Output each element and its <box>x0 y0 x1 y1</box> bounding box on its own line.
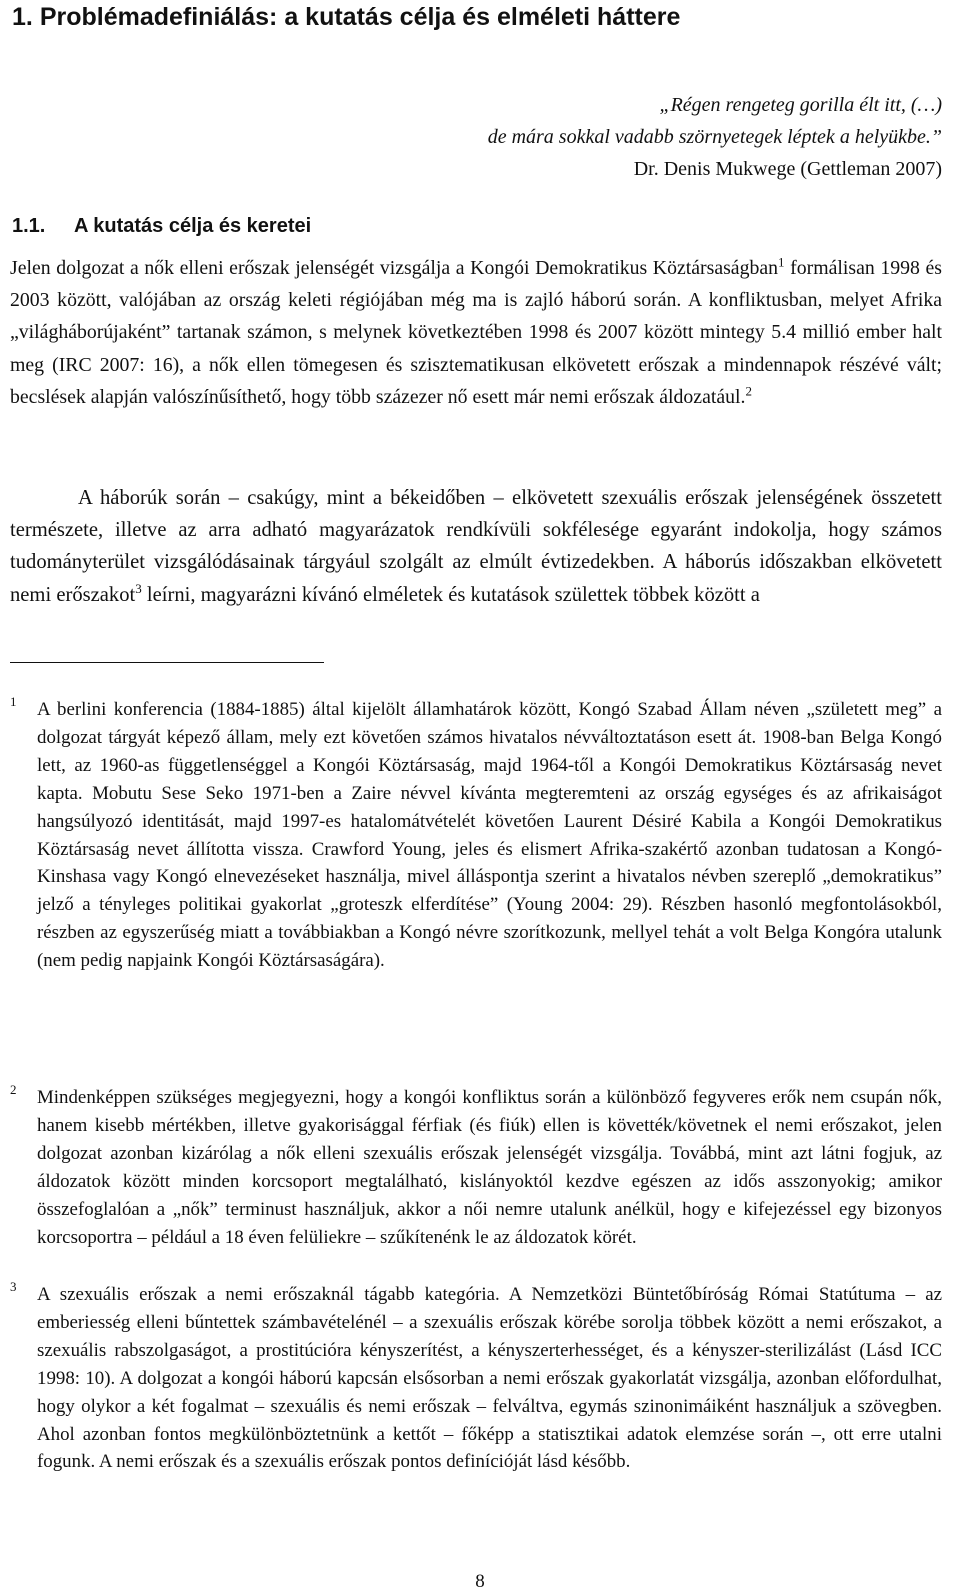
paragraph-1-text-b: formálisan 1998 és 2003 között, valójában az ország keleti régiójában még ma is zajló háború során. A konfliktusban, melyet Afrika „világháborújaként” tartanak számon, s melynek következtében 1998 és 2007 között mintegy 5.4 millió ember halt meg (IRC 2007: 16), a nők ellen tömegesen és szisztematikusan elkövetett erőszak a mindennapok részévé vált; becslések alapján valószínűsíthető, hogy több százezer nő esett már nemi erőszak áldozatául. <box>10 257 942 408</box>
footnote-ref-2[interactable]: 2 <box>745 383 752 399</box>
footnote-ref-3[interactable]: 3 <box>135 580 142 596</box>
section-heading <box>12 209 311 243</box>
section-number: 1.1. <box>12 215 46 237</box>
section-title: A kutatás célja és keretei <box>74 215 312 237</box>
footnote-2-text: Mindenképpen szükséges megjegyezni, hogy a kongói konfliktus során a különböző fegyveres erők nem csupán nők, hanem kisebb mértékben, illetve gyakorisággal férfiak (és fiúk) ellen is követték/követnek el nemi erőszakot, jelen dolgozat azonban kizárólag a nők elleni szexuális erőszak jelenségét vizsgálja. Továbbá, mint azt látni fogjuk, az áldozatok között minden korcsoport megtalálható, kislányoktól kezdve egészen az idős asszonyokig; amikor összefoglalóan a „nők” terminust használjuk, akkor a női nemre utalunk anélkül, hogy e kifejezéssel egy bizonyos korcsoportra – például a 18 éven felüliekre – szűkítenénk le az áldozatok körét. <box>37 1087 942 1248</box>
footnote-1-text: A berlini konferencia (1884-1885) által kijelölt államhatárok között, Kongó Szabad Állam néven „született meg” a dolgozat tárgyát képező állam, mely ezt követően számos hivatalos névváltoztatáson esett át. 1908-ban Belga Kongó lett, az 1960-as függetlenséggel a Kongói Köztársaság, majd 1964-től a Kongói Demokratikus Köztársaság nevet kapta. Mobutu Sese Seko 1971-ben a Zaire névvel kívánta megteremteni az ország egységes és az afrikaiságot hangsúlyozó identitását, majd 1997-es hatalomátvételét követően Laurent Désiré Kabila a Kongói Demokratikus Köztársaság nevet állította vissza. Crawford Young, jeles és elismert Afrika-szakértő azonban tudatosan a Kongó-Kinshasa vagy Kongó elnevezéseket használja, mivel álláspontja szerint a hivatalos névben szereplő „demokratikus” jelző a tényleges politikai gyakorlat „groteszk elferdítése” (Young 2004: 29). Részben hasonló megfontolásokból, részben az egyszerűség miatt a továbbiakban a Kongó névre szorítkozunk, mellyel tehát a volt Belga Kongóra utalunk (nem pedig napjaink Kongói Köztársaságára). <box>37 699 942 972</box>
footnote-3 <box>10 1281 942 1476</box>
footnote-separator <box>10 662 324 663</box>
footnote-2-mark: 2 <box>10 1082 17 1097</box>
footnote-1-mark: 1 <box>10 694 17 709</box>
chapter-number: 1. <box>12 3 33 31</box>
body-paragraph-2 <box>10 482 942 611</box>
footnote-ref-1[interactable]: 1 <box>778 254 785 270</box>
epigraph-attribution: Dr. Denis Mukwege (Gettleman 2007) <box>633 158 942 180</box>
footnote-3-mark: 3 <box>10 1279 17 1294</box>
footnote-1 <box>10 696 942 975</box>
paragraph-2-text-a: A háborúk során – csakúgy, mint a békeidőben – elkövetett szexuális erőszak jelenségének összetett természete, illetve az arra adható magyarázatok rendkívüli sokfélesége egyaránt indokolja, hogy számos tudományterület vizsgálódásainak tárgyául szolgált az elmúlt évtizedekben. A háborús időszakban elkövetett nemi erőszakot <box>10 487 942 606</box>
epigraph <box>488 89 942 185</box>
epigraph-line-1: „Régen rengeteg gorilla élt itt, (…) <box>659 94 942 116</box>
footnote-3-text: A szexuális erőszak a nemi erőszaknál tágabb kategória. A Nemzetközi Büntetőbíróság Római Statútuma – az emberiesség elleni bűntettek számbavételénél – a szexuális erőszak körébe sorolja többek között a nemi erőszakot, a szexuális rabszolgaságot, a prostitúcióra kényszerítést, a kényszerterhességet, és a kényszer-sterilizálást (Lásd ICC 1998: 10). A dolgozat a kongói háború kapcsán elsősorban a nemi erőszak gyakorlatát vizsgálja, azonban előfordulhat, hogy olykor a két fogalmat – szexuális és nemi erőszak – felváltva, egymás szinonimáiként használjuk a szövegben. Ahol azonban fontos megkülönböztetnünk a kettőt – főképp a statisztikai adatok elemzése során –, ott erre utalni fogunk. A nemi erőszak és a szexuális erőszak pontos definícióját lásd később. <box>37 1284 942 1473</box>
paragraph-2-text-b: leírni, magyarázni kívánó elméletek és kutatások születtek többek között a <box>141 583 760 606</box>
chapter-heading <box>12 0 680 34</box>
paragraph-1-text-a: Jelen dolgozat a nők elleni erőszak jelenségét vizsgálja a Kongói Demokratikus Köztársaságban <box>10 257 779 279</box>
body-paragraph-1 <box>10 252 942 413</box>
chapter-title: Problémadefiniálás: a kutatás célja és elméleti háttere <box>39 3 681 31</box>
footnote-2 <box>10 1084 942 1251</box>
epigraph-line-2: de mára sokkal vadabb szörnyetegek léptek a helyükbe.” <box>487 126 942 148</box>
page-number: 8 <box>475 1571 485 1592</box>
